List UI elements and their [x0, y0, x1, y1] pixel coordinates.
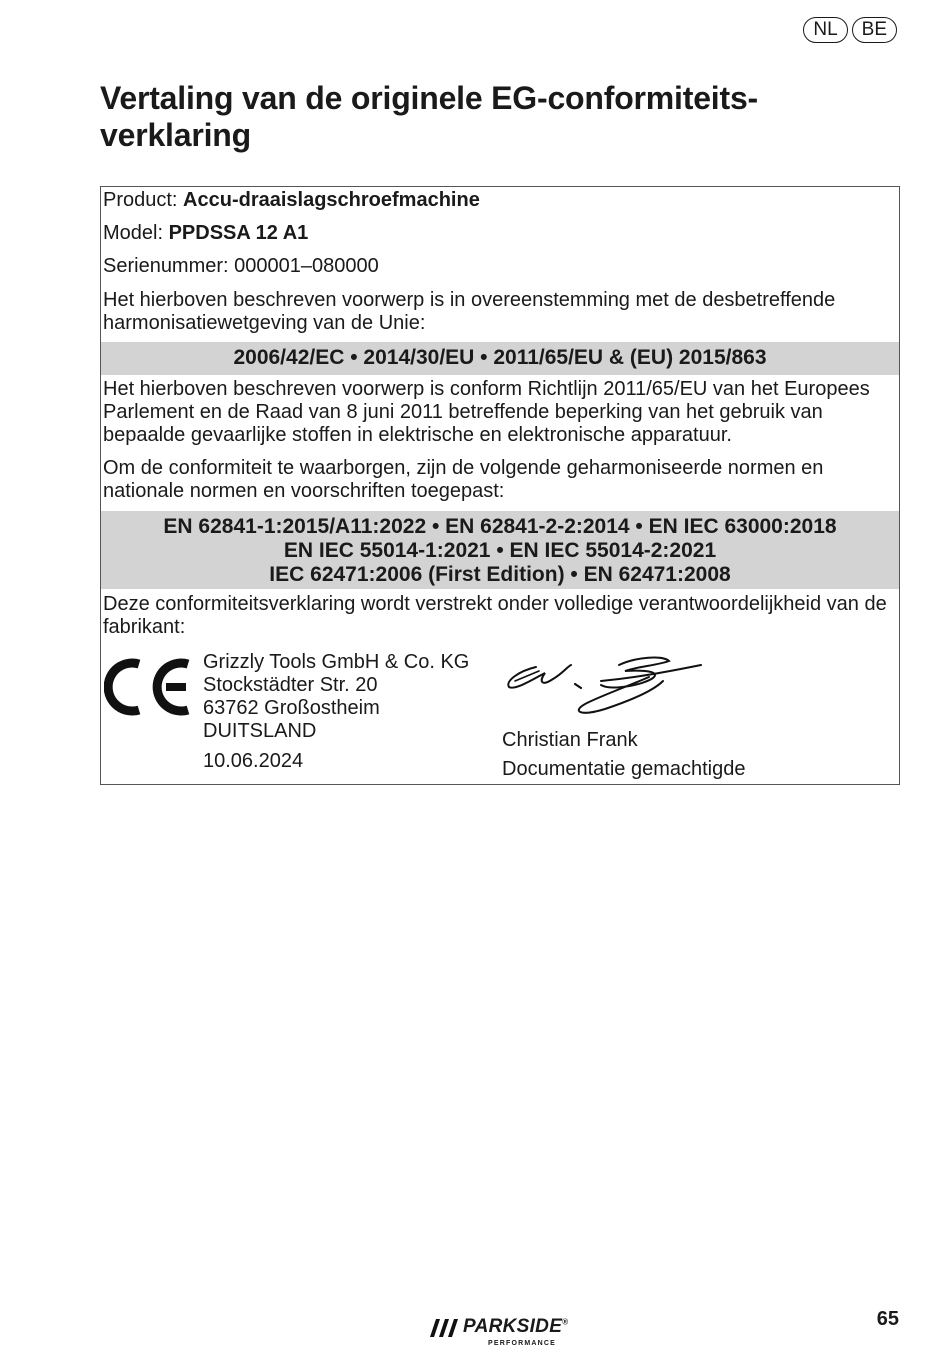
declaration-box: [100, 186, 900, 785]
product-label: Product:: [103, 189, 178, 211]
signature-icon: [501, 651, 711, 721]
directives-text: 2006/42/EC • 2014/30/EU • 2011/65/EU & (EU) 2015/863: [233, 346, 767, 369]
standards-line-3: IEC 62471:2006 (First Edition) • EN 62471:2008: [269, 563, 731, 586]
manufacturer-street: Stockstädter Str. 20: [203, 674, 378, 696]
manufacturer-name: Grizzly Tools GmbH & Co. KG: [203, 651, 470, 673]
page-number: 65: [876, 1308, 899, 1330]
standards-line-1: EN 62841-1:2015/A11:2022 • EN 62841-2-2:2014 • EN IEC 63000:2018: [163, 515, 837, 538]
rohs-paragraph: Het hierboven beschreven voorwerp is conform Richtlijn 2011/65/EU van het Europees Parlement en de Raad van 8 juni 2011 betreffende beperking van het gebruik van bepaalde gevaarlijke stoffen in elektrische en elektronische apparatuur.: [103, 378, 870, 446]
manufacturer-address: [203, 651, 469, 743]
model-value: PPDSSA 12 A1: [168, 222, 309, 244]
brand-slashes-icon: [430, 1319, 460, 1337]
brand-subtitle: PERFORMANCE: [488, 1340, 557, 1347]
conformity-intro: Het hierboven beschreven voorwerp is in overeenstemming met de desbetreffende harmonisatiewetgeving van de Unie:: [103, 289, 836, 334]
product-value: Accu-draaislagschroefmachine: [183, 189, 480, 211]
model-line: [103, 222, 308, 245]
language-badge-be: BE: [852, 17, 897, 43]
signer-name: Christian Frank: [502, 729, 638, 751]
directives-band: [101, 342, 899, 375]
ce-mark-icon: [104, 656, 192, 718]
serial-number: Serienummer: 000001–080000: [103, 255, 379, 277]
page-title: [100, 80, 860, 154]
manufacturer-country: DUITSLAND: [203, 720, 317, 742]
language-badge-nl: NL: [803, 17, 847, 43]
standards-intro: Om de conformiteit te waarborgen, zijn de volgende geharmoniseerde normen en nationale normen en voorschriften toegepast:: [103, 457, 824, 502]
page-title-line-2: verklaring: [100, 117, 251, 153]
responsibility-text: Deze conformiteitsverklaring wordt verstrekt onder volledige verantwoordelijkheid van de fabrikant:: [103, 593, 887, 638]
language-badges: [803, 17, 897, 43]
standards-band: [101, 511, 899, 589]
brand-name-text: PARKSIDE: [463, 1316, 563, 1337]
product-line: [103, 189, 480, 212]
manufacturer-city: 63762 Großostheim: [203, 697, 380, 719]
brand-trademark: ®: [562, 1317, 569, 1327]
model-label: Model:: [103, 222, 164, 244]
signer-role: Documentatie gemachtigde: [502, 758, 746, 780]
standards-line-2: EN IEC 55014-1:2021 • EN IEC 55014-2:2021: [283, 539, 717, 562]
declaration-date: 10.06.2024: [203, 750, 304, 772]
brand-name: [463, 1316, 568, 1338]
page-title-line-1: Vertaling van de originele EG-conformiteits-: [100, 80, 758, 116]
